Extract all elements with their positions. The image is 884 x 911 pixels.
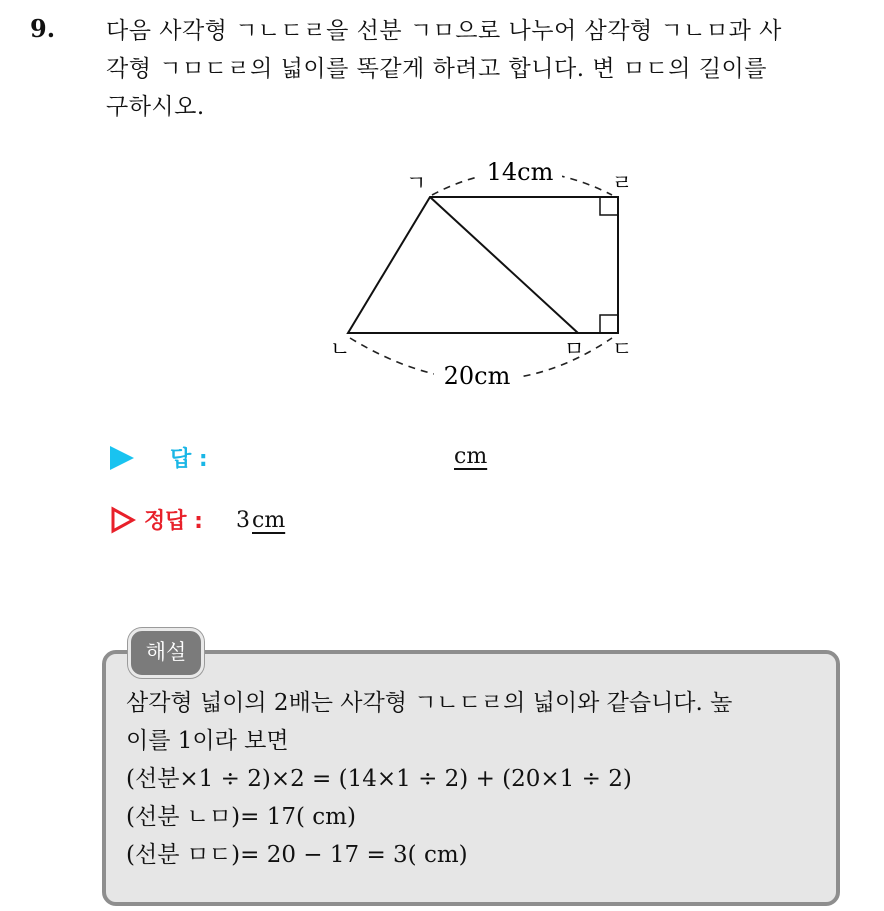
solution-text <box>126 684 826 874</box>
bottom-length-label: 20cm <box>443 362 511 390</box>
correct-answer-number: 3 <box>236 508 250 533</box>
vertex-label-r: ㄹ <box>612 171 633 195</box>
vertex-label-d: ㄷ <box>612 337 633 361</box>
vertex-label-g: ㄱ <box>406 171 427 195</box>
outline-triangle-icon <box>110 506 136 534</box>
segment-gm <box>430 197 578 333</box>
vertex-label-n: ㄴ <box>330 337 351 361</box>
question-number: 9. <box>30 14 56 43</box>
correct-answer-label: 정답 : <box>144 509 203 534</box>
right-angle-mark-top <box>600 197 618 215</box>
answer-unit: cm <box>454 444 488 469</box>
correct-answer-unit: cm <box>252 508 286 533</box>
answer-row <box>108 442 608 474</box>
solution-line: (선분 ㄴㅁ)= 17( cm) <box>126 804 356 830</box>
quadrilateral-outline <box>348 197 618 333</box>
correct-answer-value <box>236 508 285 533</box>
play-triangle-icon <box>110 446 134 470</box>
question-line: 구하시오. <box>106 94 205 120</box>
solution-tab: 해설 <box>128 628 204 678</box>
solution-line: (선분×1 ÷ 2)×2 = (14×1 ÷ 2) + (20×1 ÷ 2) <box>126 766 632 792</box>
question-text <box>106 12 866 126</box>
right-angle-mark-bottom <box>600 315 618 333</box>
answer-label: 답 : <box>170 447 208 472</box>
trapezoid-figure <box>320 150 650 400</box>
question-line: 각형 ㄱㅁㄷㄹ의 넓이를 똑같게 하려고 합니다. 변 ㅁㄷ의 길이를 <box>106 56 767 82</box>
correct-answer-row <box>108 504 608 536</box>
solution-line: 이를 1이라 보면 <box>126 728 289 754</box>
question-line: 다음 사각형 ㄱㄴㄷㄹ을 선분 ㄱㅁ으로 나누어 삼각형 ㄱㄴㅁ과 사 <box>106 18 782 44</box>
vertex-label-m: ㅁ <box>564 337 585 361</box>
solution-line: 삼각형 넓이의 2배는 사각형 ㄱㄴㄷㄹ의 넓이와 같습니다. 높 <box>126 690 733 716</box>
top-length-label: 14cm <box>486 158 554 186</box>
solution-line: (선분 ㅁㄷ)= 20 − 17 = 3( cm) <box>126 842 468 868</box>
